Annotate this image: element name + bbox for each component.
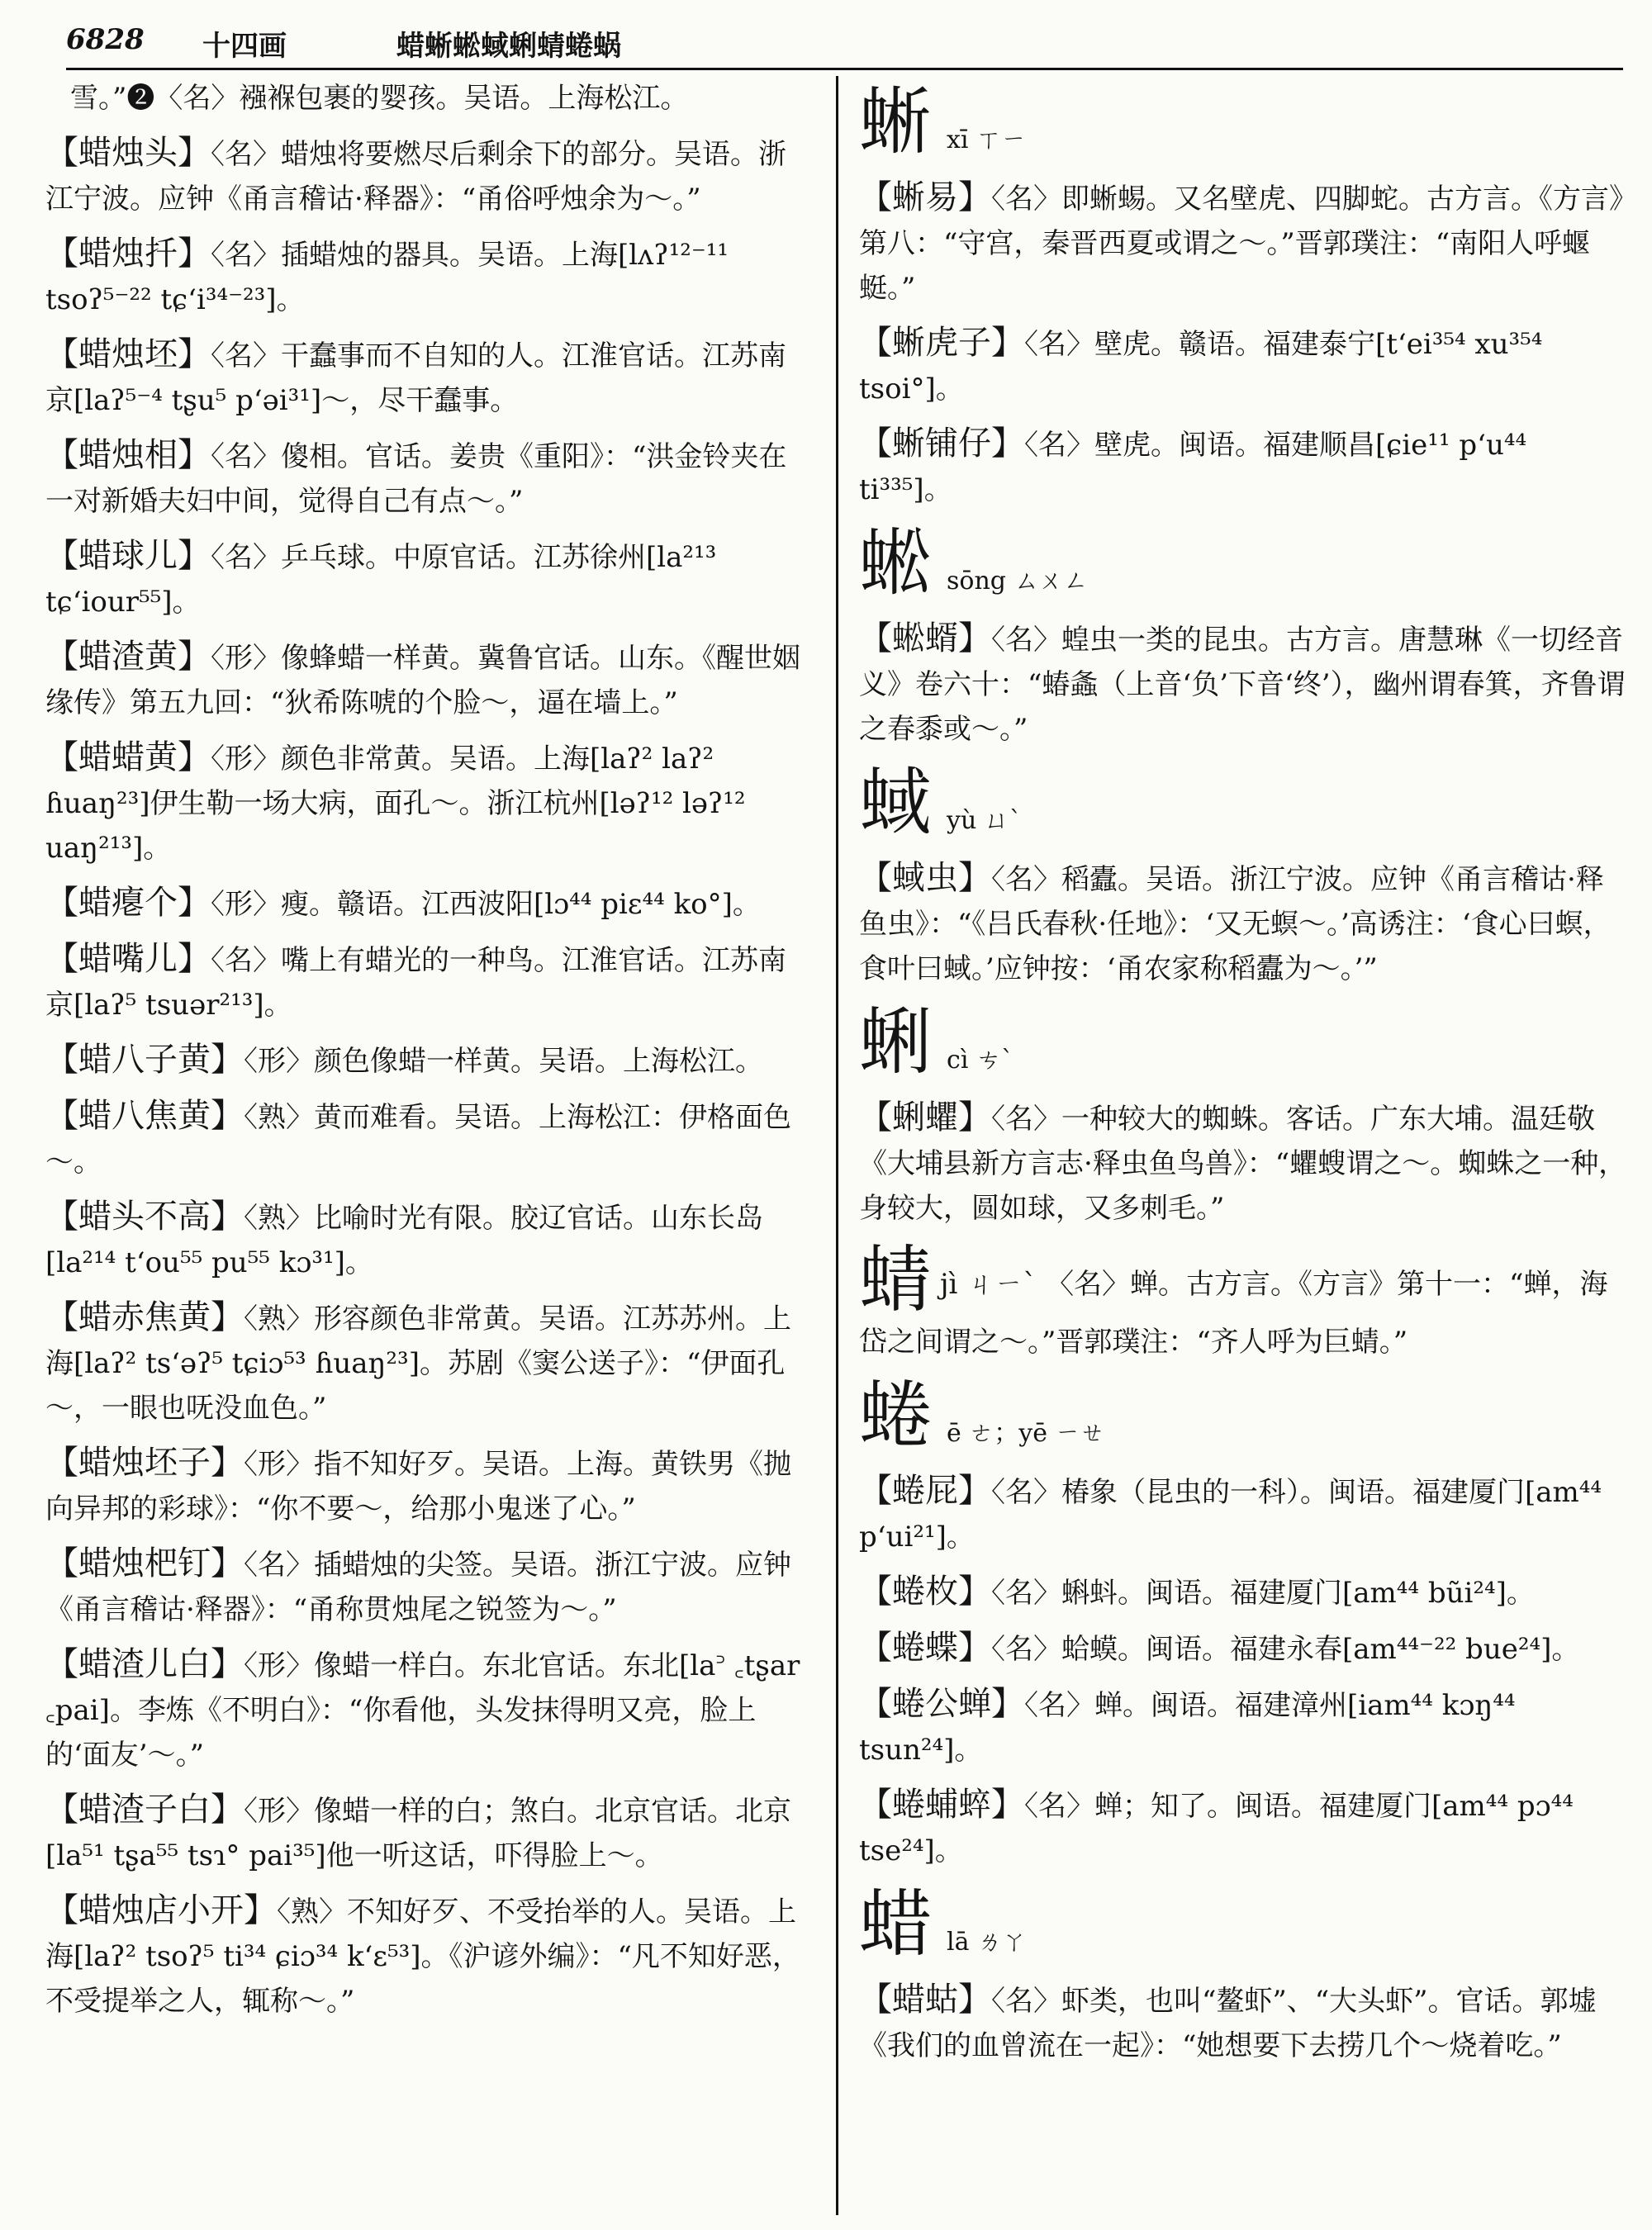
dictionary-entry: [45, 1094, 814, 1184]
dictionary-entry: [45, 1194, 814, 1285]
entry-head: 【蜡烛相】: [45, 436, 211, 474]
dictionary-entry: [45, 231, 814, 322]
dictionary-entry: [859, 1569, 1627, 1616]
dictionary-entry: [859, 175, 1627, 311]
entry-text: 〈名〉插蜡烛的尖签。吴语。浙江宁波。应钟《甬言稽诂·释器》：“甬称贯烛尾之锐签为～。”: [45, 1549, 791, 1626]
headword-block: [859, 1883, 1627, 1966]
dictionary-entry: [45, 880, 814, 927]
headword-pinyin: sōng ㄙㄨㄥ: [947, 567, 1089, 595]
headword-block: [859, 522, 1627, 605]
dictionary-entry: [45, 1295, 814, 1431]
entry-text: 〈形〉像蜡一样白。东北官话。东北[la꜄ ꜀tʂar ꜀pai]。李炼《不明白》：“你看他，头发抹得明又亮，脸上的‘面友’～。”: [45, 1649, 800, 1772]
section-label: 十四画: [202, 30, 287, 63]
entry-head: 【蜷枚】: [859, 1573, 991, 1611]
dictionary-entry: [45, 534, 814, 624]
entry-head: 【蜡瘪个】: [45, 884, 211, 922]
entry-head: 【蜡渣黄】: [45, 638, 211, 676]
dictionary-entry: [859, 1237, 1627, 1364]
dictionary-entry: [45, 1888, 814, 2024]
entry-head: 【蜡八焦黄】: [45, 1097, 244, 1135]
entry-head: 【蜡渣儿白】: [45, 1645, 244, 1683]
entry-head: 【蜡八子黄】: [45, 1041, 244, 1079]
headword-char: 蜻: [859, 1237, 933, 1322]
entry-head: 【蜡烛坯子】: [45, 1444, 244, 1482]
entry-text: 〈名〉壁虎。闽语。福建顺昌[ɕie¹¹ pʻu⁴⁴ ti³³⁵]。: [859, 429, 1527, 506]
dictionary-entry: [45, 634, 814, 725]
continued-entry: 雪。”❷〈名〉襁褓包裹的婴孩。吴语。上海松江。: [70, 82, 689, 115]
entry-text: 〈形〉颜色非常黄。吴语。上海[laʔ² laʔ² ɦuaŋ²³]伊生勒一场大病，面孔～。浙江杭州[ləʔ¹² ləʔ¹² uaŋ²¹³]。: [45, 743, 746, 865]
entry-head: 【蜙蝑】: [859, 619, 991, 657]
headword-pinyin: cì ㄘˋ: [947, 1046, 1014, 1075]
entry-text: 〈名〉干蠢事而不自知的人。江淮官话。江苏南京[laʔ⁵⁻⁴ tʂu⁵ pʻəi³¹]～，尽干蠢事。: [45, 339, 786, 417]
entry-text: 〈名〉蛤蟆。闽语。福建永春[am⁴⁴⁻²² bue²⁴]。: [991, 1633, 1580, 1666]
page-header: [66, 18, 1619, 64]
entry-text: 〈名〉虾类，也叫“鳌虾”、“大头虾”。官话。郭墟《我们的血曾流在一起》：“她想要下去捞几个～烧着吃。”: [859, 1985, 1597, 2062]
headword-char: 蜥: [859, 79, 933, 164]
headword-char: 蜮: [859, 760, 933, 845]
dictionary-entry: [45, 433, 814, 524]
headword-pinyin: lā ㄌㄚ: [947, 1928, 1028, 1957]
headword-char: 蜊: [859, 999, 933, 1084]
entry-text: 〈形〉像蜂蜡一样黄。冀鲁官话。山东。《醒世姻缘传》第五九回：“狄希陈唬的个脸～，逼在墙上。”: [45, 642, 800, 719]
entry-head: 【蜡嘴儿】: [45, 940, 211, 978]
entry-text: 〈名〉蝉。闽语。福建漳州[iam⁴⁴ kɔŋ⁴⁴ tsun²⁴]。: [859, 1689, 1516, 1767]
headword-char: 蜷: [859, 1373, 933, 1458]
entry-text: 〈名〉嘴上有蜡光的一种鸟。江淮官话。江苏南京[laʔ⁵ tsuər²¹³]。: [45, 944, 786, 1022]
entry-text: 〈名〉蝌蚪。闽语。福建厦门[am⁴⁴ bũi²⁴]。: [991, 1577, 1535, 1610]
entry-head: 【蜥易】: [859, 178, 991, 216]
entry-text: 〈名〉壁虎。赣语。福建泰宁[tʻei³⁵⁴ xu³⁵⁴ tsoi°]。: [859, 328, 1543, 406]
entry-text: 〈熟〉不知好歹、不受抬举的人。吴语。上海[laʔ² tsoʔ⁵ ti³⁴ ɕiɔ³⁴ kʻɛ⁵³]。《沪谚外编》：“凡不知好恶，不受提举之人，辄称～。”: [45, 1896, 800, 2018]
headword-block: [859, 1374, 1627, 1457]
entry-text: 〈名〉稻蠹。吴语。浙江宁波。应钟《甬言稽诂·释鱼虫》：“《吕氏春秋·任地》：‘又无螟～。’高诱注：‘食心曰螟，食叶曰蜮。’应钟按：‘甬农家称稻蠹为～。’”: [859, 863, 1612, 985]
dictionary-entry: [45, 1440, 814, 1531]
entry-text: 〈熟〉比喻时光有限。胶辽官话。山东长岛[la²¹⁴ tʻou⁵⁵ pu⁵⁵ kɔ³¹]。: [45, 1202, 763, 1279]
dictionary-entry: [859, 616, 1627, 752]
entry-text: 〈名〉椿象（昆虫的一科）。闽语。福建厦门[am⁴⁴ pʻui²¹]。: [859, 1476, 1602, 1554]
entry-head: 【蜮虫】: [859, 859, 991, 897]
headword-block: [859, 762, 1627, 844]
entry-head: 【蜡渣子白】: [45, 1791, 244, 1829]
dictionary-entry: [45, 735, 814, 871]
entry-head: 【蜡烛店小开】: [45, 1891, 277, 1929]
dictionary-entry: [859, 1977, 1627, 2068]
dictionary-entry: [45, 332, 814, 423]
entry-text: 〈名〉插蜡烛的器具。吴语。上海[lʌʔ¹²⁻¹¹ tsoʔ⁵⁻²² tɕʻi³⁴⁻²³]。: [45, 239, 729, 316]
dictionary-entry: [859, 856, 1627, 991]
entry-head: 【蜡球儿】: [45, 537, 211, 575]
headword-char: 蜡: [859, 1881, 933, 1967]
dictionary-entry: [859, 1682, 1627, 1772]
entry-head: 【蜷屁】: [859, 1472, 991, 1510]
entry-head: 【蜡蛄】: [859, 1981, 991, 2019]
page-number: 6828: [66, 23, 145, 56]
dictionary-entry: [45, 937, 814, 1027]
entry-text: 〈形〉像蜡一样的白；煞白。北京官话。北京[la⁵¹ tʂa⁵⁵ tsɿ° pai³⁵]他一听这话，吓得脸上～。: [45, 1795, 791, 1872]
headword-pinyin: jì ㄐㄧˋ: [940, 1268, 1037, 1301]
left-column: [45, 76, 814, 2033]
entry-head: 【蜡头不高】: [45, 1198, 244, 1236]
entry-head: 【蜥虎子】: [859, 324, 1024, 362]
dictionary-entry: [45, 130, 814, 221]
entry-text: 〈熟〉形容颜色非常黄。吴语。江苏苏州。上海[laʔ² tsʻəʔ⁵ tɕiɔ⁵³ ɦuaŋ²³]。苏剧《窦公送子》：“伊面孔～，一眼也呒没血色。”: [45, 1302, 791, 1425]
dictionary-entry: [859, 1095, 1627, 1231]
entry-text: 〈名〉傻相。官话。姜贵《重阳》：“洪金铃夹在一对新婚夫妇中间，觉得自己有点～。”: [45, 440, 787, 518]
entry-text: 〈形〉颜色像蜡一样黄。吴语。上海松江。: [244, 1045, 763, 1078]
dictionary-entry: [45, 1642, 814, 1777]
entry-head: 【蜡烛头】: [45, 134, 211, 172]
entry-text: 〈名〉乒乓球。中原官话。江苏徐州[la²¹³ tɕʻiour⁵⁵]。: [45, 541, 717, 619]
header-rule: [66, 68, 1623, 70]
dictionary-entry: [45, 1037, 814, 1084]
entry-text: 〈形〉指不知好歹。吴语。上海。黄铁男《抛向异邦的彩球》：“你不要～，给那小鬼迷了心。”: [45, 1448, 791, 1525]
headword-pinyin: ē ㄜ；yē ㄧㄝ: [947, 1419, 1105, 1448]
header-characters: 蜡蜥蜙蜮蜊蜻蜷蜗: [396, 30, 621, 63]
entry-head: 【蜊蠷】: [859, 1098, 991, 1136]
entry-text: 〈名〉蝉。古方言。《方言》第十一：“蝉，海岱之间谓之～。”晋郭璞注：“齐人呼为巨蜻。”: [859, 1268, 1608, 1359]
entry-head: 【蜷公蝉】: [859, 1685, 1024, 1723]
entry-text: 〈形〉瘦。赣语。江西波阳[lɔ⁴⁴ piɛ⁴⁴ ko°]。: [211, 888, 761, 921]
column-divider: [836, 76, 838, 2215]
dictionary-entry: [45, 1541, 814, 1632]
entry-head: 【蜷蜅蜶】: [859, 1786, 1024, 1824]
right-column: [859, 76, 1627, 2078]
headword-block: [859, 81, 1627, 164]
dictionary-entry: [859, 421, 1627, 512]
headword-block: [859, 1001, 1627, 1084]
entry-head: 【蜡蜡黄】: [45, 738, 211, 776]
entry-head: 【蜡烛坯】: [45, 335, 211, 373]
dictionary-entry: [859, 1625, 1627, 1672]
entry-text: 〈名〉蜡烛将要燃尽后剩余下的部分。吴语。浙江宁波。应钟《甬言稽诂·释器》：“甬俗呼烛余为～。”: [45, 138, 786, 216]
entry-text: 〈名〉蝗虫一类的昆虫。古方言。唐慧琳《一切经音义》卷六十：“蝽螽（上音‘负’下音‘终’），幽州谓春箕，齐鲁谓之春黍或～。”: [859, 624, 1626, 746]
entry-head: 【蜡烛扦】: [45, 235, 211, 273]
entry-text: 〈名〉即蜥蜴。又名壁虎、四脚蛇。古方言。《方言》第八：“守宫，秦晋西夏或谓之～。”晋郭璞注：“南阳人呼蝘蜓。”: [859, 183, 1623, 305]
dictionary-entry: [859, 1468, 1627, 1559]
entry-text: 〈熟〉黄而难看。吴语。上海松江：伊格面色～。: [45, 1101, 791, 1179]
dictionary-entry: [859, 1782, 1627, 1873]
entry-head: 【蜷蝶】: [859, 1629, 991, 1667]
headword-pinyin: yù ㄩˋ: [947, 806, 1022, 835]
entry-head: 【蜡赤焦黄】: [45, 1298, 244, 1336]
headword-char: 蜙: [859, 520, 933, 605]
entry-head: 【蜡烛杷钉】: [45, 1544, 244, 1582]
entry-text: 〈名〉蝉；知了。闽语。福建厦门[am⁴⁴ pɔ⁴⁴ tse²⁴]。: [859, 1790, 1574, 1867]
entry-head: 【蜥铺仔】: [859, 425, 1024, 463]
entry-text: 〈名〉一种较大的蜘蛛。客话。广东大埔。温廷敬《大埔县新方言志·释虫鱼鸟兽》：“蠷螋谓之～。蜘蛛之一种，身较大，圆如球，又多刺毛。”: [859, 1103, 1627, 1225]
dictionary-entry: [859, 320, 1627, 411]
dictionary-entry: [45, 1787, 814, 1878]
headword-pinyin: xī ㄒㄧ: [947, 126, 1027, 154]
